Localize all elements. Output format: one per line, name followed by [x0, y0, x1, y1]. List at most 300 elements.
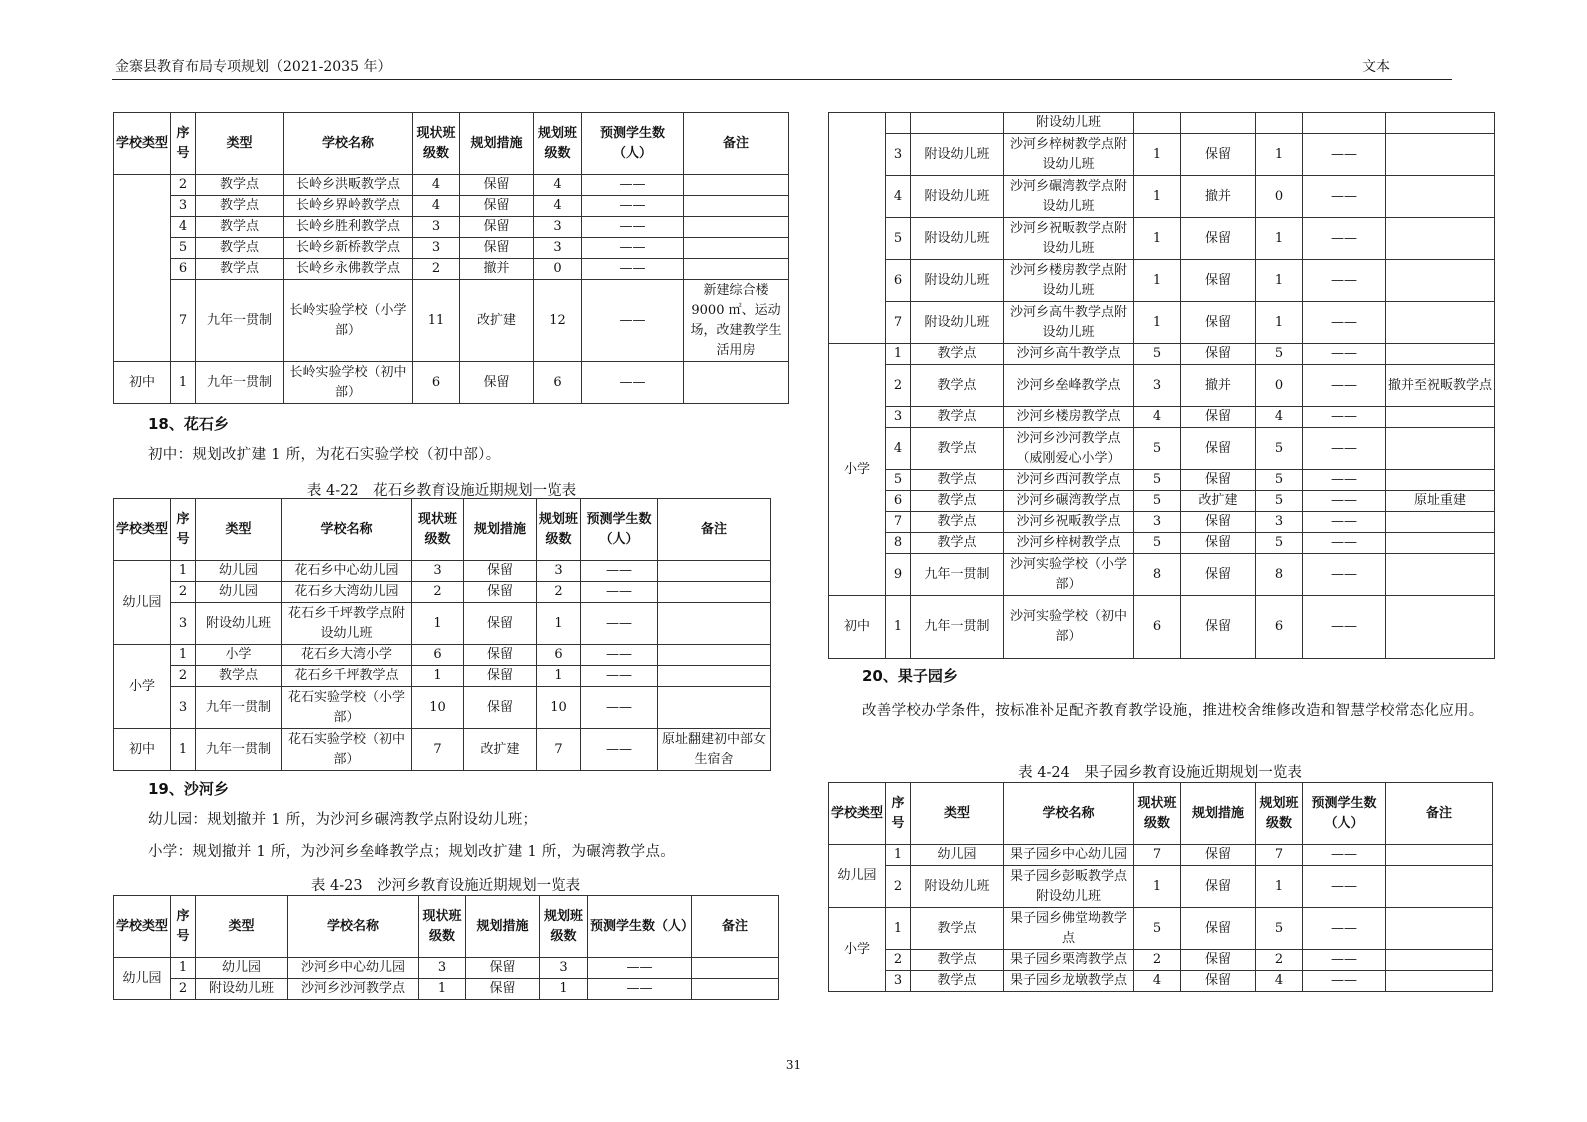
table-cell: 沙河乡祝畈教学点附设幼儿班	[1004, 218, 1134, 260]
table-row	[114, 603, 771, 645]
table-cell	[684, 259, 789, 280]
table-row	[829, 533, 1495, 554]
school-type-cell: 小学	[829, 344, 886, 596]
table-cell: 1	[886, 845, 911, 866]
table-cell	[1386, 428, 1495, 470]
table-cell: ——	[1303, 512, 1386, 533]
column-header: 预测学生数（人）	[582, 113, 684, 175]
table-cell	[1386, 176, 1495, 218]
table-cell: ——	[1303, 596, 1386, 659]
table-cell: 0	[1256, 176, 1303, 218]
table-cell: 1	[1256, 134, 1303, 176]
table-cell: ——	[581, 561, 658, 582]
table-cell: 3	[537, 561, 581, 582]
table-cell: ——	[1303, 176, 1386, 218]
table-cell: 7	[1256, 845, 1303, 866]
table-cell: 附设幼儿班	[911, 866, 1004, 908]
column-header: 学校名称	[282, 499, 412, 561]
table-cell	[1386, 554, 1495, 596]
table-row	[114, 958, 779, 979]
table-cell: 九年一贯制	[911, 596, 1004, 659]
table-cell: 教学点	[911, 344, 1004, 365]
column-header: 类型	[196, 113, 284, 175]
table-cell: 3	[412, 561, 464, 582]
table-cell: 保留	[460, 362, 534, 404]
table-cell: 附设幼儿班	[911, 176, 1004, 218]
table-cell: 5	[1134, 470, 1181, 491]
table-row	[114, 582, 771, 603]
table-cell: 3	[1134, 365, 1181, 407]
table-cell: ——	[582, 280, 684, 362]
table-cell: 保留	[1181, 512, 1256, 533]
table-cell: ——	[1303, 533, 1386, 554]
table-cell: 沙河乡西河教学点	[1004, 470, 1134, 491]
table-cell: 2	[171, 582, 196, 603]
table-cell: 2	[171, 666, 196, 687]
table-cell: 7	[1134, 845, 1181, 866]
table-cell	[684, 238, 789, 259]
table-cell: ——	[1303, 134, 1386, 176]
table-cell: 保留	[1181, 428, 1256, 470]
table-cell: 长岭乡洪畈教学点	[284, 175, 413, 196]
table-cell: 花石实验学校（初中部）	[282, 729, 412, 771]
table-cell: 原址翻建初中部女生宿舍	[658, 729, 771, 771]
table-cell: 教学点	[911, 950, 1004, 971]
table-row	[114, 362, 789, 404]
table-cell: 教学点	[911, 365, 1004, 407]
header-divider	[112, 79, 1452, 80]
table-row	[829, 950, 1493, 971]
table-cell	[658, 687, 771, 729]
table-cell: 保留	[464, 645, 537, 666]
table-cell: ——	[1303, 260, 1386, 302]
table-cell: 沙河乡梓树教学点附设幼儿班	[1004, 134, 1134, 176]
table-cell: 保留	[1181, 134, 1256, 176]
table-cell: 11	[413, 280, 460, 362]
table-cell: ——	[1303, 407, 1386, 428]
table-cell: 幼儿园	[911, 845, 1004, 866]
column-header: 预测学生数（人）	[1303, 783, 1386, 845]
column-header: 序号	[171, 896, 196, 958]
table-cell: ——	[588, 979, 692, 1000]
table-cell	[684, 362, 789, 404]
school-type-cell: 幼儿园	[114, 958, 171, 1000]
table-cell: ——	[582, 196, 684, 217]
table-cell: 5	[1134, 428, 1181, 470]
table-cell: 教学点	[196, 259, 284, 280]
table-cell	[1386, 866, 1493, 908]
table-row	[829, 407, 1495, 428]
table-cell: 1	[886, 908, 911, 950]
table-cell	[658, 582, 771, 603]
table-cell: 1	[1134, 176, 1181, 218]
data-table	[828, 112, 1495, 659]
table-cell: 6	[171, 259, 196, 280]
table-cell: 4	[413, 196, 460, 217]
column-header: 类型	[196, 896, 288, 958]
table-cell: 改扩建	[464, 729, 537, 771]
table-row	[829, 866, 1493, 908]
table-cell: ——	[582, 217, 684, 238]
table-cell: 5	[1134, 491, 1181, 512]
table-cell: 6	[534, 362, 582, 404]
table-cell: 6	[412, 645, 464, 666]
school-type-cell: 初中	[114, 362, 171, 404]
table-cell: 1	[886, 344, 911, 365]
table-cell: ——	[588, 958, 692, 979]
table-cell: 沙河乡碾湾教学点附设幼儿班	[1004, 176, 1134, 218]
table-row	[829, 845, 1493, 866]
column-header: 现状班级数	[412, 499, 464, 561]
table-cell: 4	[413, 175, 460, 196]
table-cell: 3	[534, 217, 582, 238]
table-cell: 保留	[1181, 596, 1256, 659]
table-cell	[1386, 512, 1495, 533]
table-cell: ——	[582, 362, 684, 404]
table-cell: 5	[1256, 533, 1303, 554]
table-cell: 保留	[460, 238, 534, 259]
table-cell	[1256, 113, 1303, 134]
table-cell: ——	[1303, 554, 1386, 596]
table-cell: ——	[1303, 971, 1386, 992]
table-cell: ——	[1303, 428, 1386, 470]
table-cell: ——	[1303, 218, 1386, 260]
column-header: 学校类型	[114, 499, 171, 561]
table-cell: 1	[1256, 260, 1303, 302]
table-cell: ——	[582, 259, 684, 280]
table-cell	[684, 217, 789, 238]
table-cell: 3	[886, 407, 911, 428]
table-cell: 保留	[466, 979, 540, 1000]
document-header-title: 金寨县教育布局专项规划（2021-2035 年）	[115, 59, 392, 75]
table-cell: ——	[1303, 866, 1386, 908]
column-header: 规划措施	[466, 896, 540, 958]
table-cell	[1386, 260, 1495, 302]
table-cell: 8	[1134, 554, 1181, 596]
table-guoziyuan	[828, 782, 1493, 992]
table-cell: 3	[413, 217, 460, 238]
table-cell: 教学点	[196, 666, 282, 687]
column-header: 规划措施	[460, 113, 534, 175]
table-row	[829, 512, 1495, 533]
table-cell	[1386, 134, 1495, 176]
table-cell	[1386, 950, 1493, 971]
table-shahe-2	[828, 112, 1495, 659]
table-cell: 教学点	[911, 491, 1004, 512]
table-cell: 九年一贯制	[196, 280, 284, 362]
column-header: 现状班级数	[413, 113, 460, 175]
table-cell: ——	[1303, 908, 1386, 950]
table-cell: 0	[534, 259, 582, 280]
table-cell: 12	[534, 280, 582, 362]
table-cell: 附设幼儿班	[911, 218, 1004, 260]
table-cell: ——	[581, 645, 658, 666]
table-cell: 5	[886, 470, 911, 491]
column-header: 学校类型	[829, 783, 886, 845]
column-header: 规划措施	[1181, 783, 1256, 845]
table-caption-4-22: 表 4-22 花石乡教育设施近期规划一览表	[306, 483, 577, 499]
table-cell	[684, 175, 789, 196]
table-cell: 保留	[1181, 344, 1256, 365]
table-cell: 保留	[1181, 554, 1256, 596]
table-cell	[658, 603, 771, 645]
column-header: 序号	[171, 113, 196, 175]
data-table	[113, 498, 771, 771]
section-heading-18: 18、花石乡	[148, 415, 229, 433]
table-cell: 保留	[1181, 302, 1256, 344]
table-cell: 1	[171, 561, 196, 582]
table-cell: 撤并至祝畈教学点	[1386, 365, 1495, 407]
column-header: 现状班级数	[419, 896, 466, 958]
table-cell: ——	[1303, 470, 1386, 491]
column-header: 备注	[1386, 783, 1493, 845]
table-cell: 5	[1256, 491, 1303, 512]
table-cell: ——	[1303, 302, 1386, 344]
table-cell: 1	[540, 979, 588, 1000]
table-cell: 1	[419, 979, 466, 1000]
table-row	[829, 491, 1495, 512]
column-header: 备注	[692, 896, 779, 958]
table-cell: 保留	[1181, 866, 1256, 908]
table-cell: 教学点	[911, 971, 1004, 992]
table-cell: 花石乡千坪教学点	[282, 666, 412, 687]
table-cell: 1	[1256, 302, 1303, 344]
table-cell: 附设幼儿班	[911, 134, 1004, 176]
table-cell: 3	[419, 958, 466, 979]
table-cell: 沙河乡碾湾教学点	[1004, 491, 1134, 512]
table-cell: 6	[886, 491, 911, 512]
table-cell: 5	[1256, 344, 1303, 365]
table-cell: 1	[1134, 260, 1181, 302]
table-row	[114, 666, 771, 687]
table-cell: 教学点	[911, 533, 1004, 554]
table-cell: 3	[540, 958, 588, 979]
column-header: 序号	[886, 783, 911, 845]
table-cell: 1	[537, 666, 581, 687]
table-cell: 10	[537, 687, 581, 729]
table-row	[829, 908, 1493, 950]
table-cell: 沙河乡高牛教学点	[1004, 344, 1134, 365]
table-cell	[1386, 113, 1495, 134]
table-cell: 6	[1256, 596, 1303, 659]
table-cell: 保留	[464, 687, 537, 729]
table-cell: 8	[886, 533, 911, 554]
table-cell: 2	[1256, 950, 1303, 971]
table-cell: 保留	[1181, 533, 1256, 554]
table-cell: ——	[1303, 950, 1386, 971]
table-cell: ——	[581, 687, 658, 729]
table-cell: 保留	[464, 666, 537, 687]
table-cell: 3	[534, 238, 582, 259]
table-cell	[1134, 113, 1181, 134]
table-cell: 沙河乡垒峰教学点	[1004, 365, 1134, 407]
table-cell: 保留	[1181, 260, 1256, 302]
page-number: 31	[785, 1058, 802, 1072]
column-header: 规划措施	[464, 499, 537, 561]
table-cell: 原址重建	[1386, 491, 1495, 512]
table-row	[829, 344, 1495, 365]
column-header: 类型	[911, 783, 1004, 845]
school-type-cell: 小学	[114, 645, 171, 729]
column-header: 规划班级数	[537, 499, 581, 561]
column-header: 现状班级数	[1134, 783, 1181, 845]
table-cell: 2	[886, 950, 911, 971]
table-cell: 2	[171, 979, 196, 1000]
table-cell: 4	[1256, 407, 1303, 428]
table-cell	[1386, 596, 1495, 659]
table-cell: 5	[171, 238, 196, 259]
table-cell	[1386, 533, 1495, 554]
table-cell: 3	[1256, 512, 1303, 533]
table-cell: 7	[412, 729, 464, 771]
table-cell: 果子园乡彭畈教学点附设幼儿班	[1004, 866, 1134, 908]
table-cell: 教学点	[911, 470, 1004, 491]
column-header: 学校名称	[284, 113, 413, 175]
table-cell: ——	[1303, 344, 1386, 365]
table-cell: 保留	[1181, 470, 1256, 491]
table-cell: 沙河乡楼房教学点附设幼儿班	[1004, 260, 1134, 302]
table-shahe-1	[113, 895, 779, 1000]
table-row	[114, 280, 789, 362]
table-cell: 2	[886, 365, 911, 407]
table-cell: 附设幼儿班	[1004, 113, 1134, 134]
table-cell: 保留	[1181, 908, 1256, 950]
table-cell	[1386, 218, 1495, 260]
table-row	[829, 596, 1495, 659]
column-header: 预测学生数（人）	[588, 896, 692, 958]
column-header: 学校名称	[288, 896, 419, 958]
table-cell: 1	[171, 645, 196, 666]
table-cell: 幼儿园	[196, 958, 288, 979]
table-changling	[113, 112, 789, 404]
table-cell	[692, 979, 779, 1000]
table-cell	[1386, 344, 1495, 365]
table-cell: 附设幼儿班	[196, 979, 288, 1000]
table-cell: 撤并	[1181, 176, 1256, 218]
table-cell: ——	[582, 238, 684, 259]
table-cell: 保留	[464, 582, 537, 603]
table-cell: 果子园乡佛堂坳教学点	[1004, 908, 1134, 950]
table-cell: 1	[1134, 134, 1181, 176]
table-row	[829, 134, 1495, 176]
table-cell: 2	[1134, 950, 1181, 971]
table-cell: 8	[1256, 554, 1303, 596]
table-cell: 长岭乡永佛教学点	[284, 259, 413, 280]
table-cell: 保留	[464, 603, 537, 645]
table-cell	[1303, 113, 1386, 134]
table-cell: 花石实验学校（小学部）	[282, 687, 412, 729]
table-cell: 教学点	[196, 175, 284, 196]
table-cell: 3	[886, 134, 911, 176]
table-row	[114, 645, 771, 666]
table-cell: 保留	[460, 175, 534, 196]
table-cell: 沙河乡中心幼儿园	[288, 958, 419, 979]
table-cell: 沙河实验学校（小学部）	[1004, 554, 1134, 596]
table-cell: 1	[171, 729, 196, 771]
table-cell: 1	[412, 666, 464, 687]
table-cell: 幼儿园	[196, 561, 282, 582]
table-cell: 3	[171, 603, 196, 645]
column-header: 规划班级数	[1256, 783, 1303, 845]
table-row	[114, 217, 789, 238]
table-cell: 九年一贯制	[196, 362, 284, 404]
column-header: 规划班级数	[534, 113, 582, 175]
table-cell: 小学	[196, 645, 282, 666]
document-header-section: 文本	[1362, 59, 1390, 75]
table-cell: ——	[581, 582, 658, 603]
table-cell: 1	[537, 603, 581, 645]
table-cell: 保留	[460, 217, 534, 238]
table-cell: 保留	[1181, 407, 1256, 428]
table-cell: 3	[171, 687, 196, 729]
table-cell: 1	[1134, 866, 1181, 908]
section-19-text-2: 小学：规划撤并 1 所，为沙河乡垒峰教学点；规划改扩建 1 所，为碾湾教学点。	[148, 844, 676, 860]
table-cell	[1386, 971, 1493, 992]
table-cell: 5	[1256, 428, 1303, 470]
table-cell: 教学点	[196, 217, 284, 238]
table-caption-4-24: 表 4-24 果子园乡教育设施近期规划一览表	[1018, 765, 1302, 781]
table-cell	[684, 196, 789, 217]
table-cell: 6	[413, 362, 460, 404]
table-cell: 0	[1256, 365, 1303, 407]
table-cell: 保留	[1181, 218, 1256, 260]
table-cell: ——	[1303, 491, 1386, 512]
table-cell: 5	[1134, 344, 1181, 365]
school-type-cell	[829, 113, 886, 344]
table-cell: 6	[537, 645, 581, 666]
table-cell: 4	[1134, 407, 1181, 428]
table-cell: 1	[171, 362, 196, 404]
table-cell: 保留	[1181, 845, 1256, 866]
table-cell: 果子园乡栗湾教学点	[1004, 950, 1134, 971]
table-cell: 4	[886, 176, 911, 218]
table-cell: 3	[413, 238, 460, 259]
school-type-cell: 初中	[114, 729, 171, 771]
table-row	[829, 470, 1495, 491]
school-type-cell: 初中	[829, 596, 886, 659]
table-cell: 10	[412, 687, 464, 729]
table-cell	[1386, 407, 1495, 428]
table-row	[829, 176, 1495, 218]
table-cell: 花石乡中心幼儿园	[282, 561, 412, 582]
table-cell	[658, 645, 771, 666]
table-row	[829, 971, 1493, 992]
table-cell: 2	[412, 582, 464, 603]
school-type-cell: 小学	[829, 908, 886, 992]
school-type-cell: 幼儿园	[829, 845, 886, 908]
table-cell: 1	[1134, 218, 1181, 260]
table-cell: 4	[886, 428, 911, 470]
table-row	[114, 196, 789, 217]
table-cell: 长岭实验学校（小学部）	[284, 280, 413, 362]
table-cell: 教学点	[196, 238, 284, 259]
table-cell: 5	[1134, 908, 1181, 950]
table-cell: 改扩建	[460, 280, 534, 362]
table-cell: ——	[581, 603, 658, 645]
table-cell: 4	[534, 196, 582, 217]
table-huashi	[113, 498, 771, 771]
table-cell: 九年一贯制	[196, 687, 282, 729]
data-table	[828, 782, 1493, 992]
table-cell: 新建综合楼 9000 ㎡、运动场，改建教学生活用房	[684, 280, 789, 362]
table-cell: 2	[537, 582, 581, 603]
table-cell: 长岭乡界岭教学点	[284, 196, 413, 217]
table-cell	[1386, 302, 1495, 344]
table-cell	[1181, 113, 1256, 134]
table-row	[114, 561, 771, 582]
table-cell: 沙河实验学校（初中部）	[1004, 596, 1134, 659]
table-cell: 九年一贯制	[196, 729, 282, 771]
